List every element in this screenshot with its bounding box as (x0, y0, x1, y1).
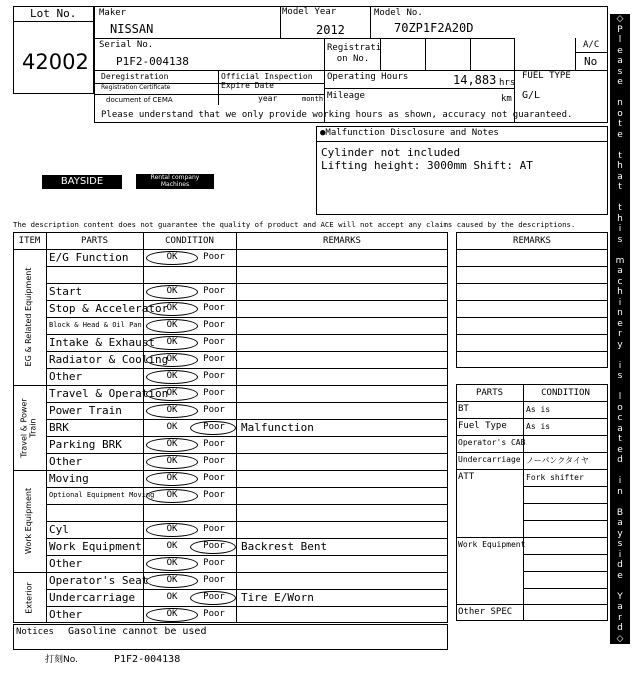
ok-option: OK (166, 490, 178, 500)
sidebar-char: i (618, 549, 622, 560)
rental-tag: Rental company Machines (136, 174, 214, 189)
part-name: Cyl (49, 523, 69, 536)
spec-part: Undercarriage (458, 455, 521, 464)
ok-option: OK (166, 354, 178, 364)
ok-option: OK (166, 337, 178, 347)
sidebar-char: s (617, 234, 623, 245)
sidebar-char: ◇ (616, 14, 624, 24)
sidebar-char: i (618, 360, 622, 371)
model-no-value: 70ZP1F2A20D (394, 21, 474, 35)
part-name: Parking BRK (49, 438, 122, 451)
part-name: Other (49, 455, 83, 468)
poor-option: Poor (203, 388, 225, 398)
sidebar-char: s (617, 539, 623, 549)
reg-certificate-label: Registration Certificate (101, 84, 171, 91)
poor-circle (190, 421, 236, 435)
ok-circle (146, 285, 198, 299)
poor-option: Poor (203, 354, 225, 364)
part-name: BRK (49, 421, 69, 434)
sidebar-char: h (617, 161, 623, 171)
lot-label: Lot No. (30, 7, 77, 20)
stamp-no-label: 打刻No. (45, 655, 78, 665)
poor-option: Poor (203, 286, 225, 296)
mileage-label: Mileage (327, 91, 365, 101)
sidebar-char: s (617, 66, 623, 77)
sidebar-char: t (618, 119, 622, 129)
malfunction-line-2: Lifting height: 3000mm Shift: AT (321, 159, 533, 172)
model-year-label: Model Year (282, 7, 337, 17)
spec-part: BT (458, 404, 469, 414)
remark-text: Malfunction (241, 421, 314, 434)
ok-option: OK (166, 456, 178, 466)
sidebar-char: y (617, 528, 623, 539)
sidebar-char: t (618, 203, 622, 213)
sidebar-char: e (617, 45, 623, 56)
ok-circle (146, 608, 198, 622)
poor-circle (190, 591, 236, 605)
sidebar-char: n (617, 486, 623, 497)
ac-value: No (584, 55, 598, 68)
poor-option: Poor (203, 473, 225, 483)
ok-circle (146, 319, 198, 333)
remark-text: Tire E/Worn (241, 591, 314, 604)
sidebar-char: a (617, 602, 623, 612)
ok-circle (146, 336, 198, 350)
sidebar-char: Y (617, 591, 623, 602)
sidebar-char: a (617, 266, 623, 276)
ok-option: OK (166, 320, 178, 330)
ok-circle (146, 251, 198, 265)
part-name: Other (49, 608, 83, 621)
part-name: Operator's Seat (49, 574, 149, 587)
maker-label: Maker (99, 8, 127, 18)
part-name: Power Train (49, 404, 122, 417)
spec-condition: As is (526, 405, 551, 414)
part-name: E/G Function (49, 251, 129, 264)
sidebar-char: B (616, 507, 624, 518)
sidebar-char: a (617, 56, 623, 66)
poor-option: Poor (203, 609, 225, 619)
poor-option: Poor (203, 490, 225, 500)
spec-part: Operator's CAB (458, 438, 526, 447)
poor-option: Poor (203, 303, 225, 313)
ok-circle (146, 472, 198, 486)
part-name: Start (49, 285, 83, 298)
serial-value: P1F2-004138 (116, 55, 189, 68)
ok-option: OK (166, 286, 178, 296)
poor-option: Poor (203, 337, 225, 347)
sidebar-char: h (617, 287, 623, 297)
group-label: Work Equipment (23, 487, 33, 555)
ok-option: OK (166, 524, 178, 534)
month-label: month (302, 95, 324, 103)
poor-option: Poor (203, 541, 225, 551)
sidebar-char: a (617, 171, 623, 182)
header-item: ITEM (18, 236, 41, 246)
ok-option: OK (166, 388, 178, 398)
malfunction-line-1: Cylinder not included (321, 146, 461, 159)
inspection-label: Official Inspection Expire Date (221, 72, 313, 91)
sidebar-char: t (618, 434, 622, 444)
serial-label: Serial No. (99, 40, 154, 50)
location-sidebar (610, 14, 630, 644)
spec-part: Other SPEC (458, 607, 513, 617)
ok-option: OK (166, 422, 178, 432)
group-label: Travel & Power Train (19, 397, 37, 458)
bayside-tag: BAYSIDE (42, 175, 122, 189)
ok-circle (146, 523, 198, 537)
spec-part: ATT (458, 472, 475, 482)
part-name: Undercarriage (49, 591, 136, 604)
ok-option: OK (166, 371, 178, 381)
right-parts-header: PARTS (475, 388, 504, 398)
header-remarks: REMARKS (323, 236, 361, 246)
remark-text: Backrest Bent (241, 540, 328, 553)
ok-circle (146, 557, 198, 571)
maker-value: NISSAN (110, 22, 154, 36)
disclaimer: The description content does not guarantee the quality of product and ACE will not accept any claims caused by the descriptions. (13, 220, 576, 229)
ok-option: OK (166, 473, 178, 483)
sidebar-char: i (618, 297, 622, 308)
ok-circle (146, 302, 198, 316)
ok-circle (146, 438, 198, 452)
sidebar-char: d (617, 455, 623, 465)
sidebar-char: o (617, 402, 623, 413)
poor-option: Poor (203, 320, 225, 330)
ok-circle (146, 574, 198, 588)
ok-circle (146, 370, 198, 384)
sidebar-char: i (618, 476, 622, 486)
ok-circle (146, 353, 198, 367)
poor-option: Poor (203, 524, 225, 534)
spec-condition: Fork shifter (526, 473, 584, 482)
notices-label: Notices (16, 627, 54, 637)
hours-unit: hrs (499, 78, 516, 88)
malfunction-title: ●Malfunction Disclosure and Notes (320, 128, 499, 138)
deregistration-label: Deregistration (101, 72, 169, 81)
ok-circle (146, 387, 198, 401)
sidebar-char: r (618, 612, 622, 623)
right-condition-header: CONDITION (541, 388, 590, 398)
sidebar-char: a (617, 423, 623, 434)
stamp-no-value: P1F2-004138 (114, 654, 181, 665)
year-label: year (258, 94, 278, 103)
header-condition: CONDITION (165, 236, 214, 246)
sidebar-char: i (618, 224, 622, 234)
group-label: Exterior (23, 581, 33, 614)
poor-option: Poor (203, 422, 225, 432)
hours-label: Operating Hours (327, 72, 409, 82)
registration-label: Registrati on No. (327, 43, 382, 65)
sidebar-char: m (615, 255, 625, 266)
sidebar-char: s (617, 371, 623, 381)
ok-circle (146, 404, 198, 418)
ok-circle (146, 455, 198, 469)
ok-option: OK (166, 592, 178, 602)
sidebar-char: l (618, 35, 622, 45)
model-year-value: 2012 (316, 23, 345, 37)
spec-part: Work Equipment (458, 540, 526, 549)
part-name: Work Equipment (49, 540, 142, 553)
poor-option: Poor (203, 456, 225, 466)
right-remarks-header: REMARKS (513, 236, 551, 246)
ok-option: OK (166, 558, 178, 568)
spec-condition: ノーパンクタイヤ (526, 456, 589, 465)
group-label: EG & Related Equipment (23, 267, 33, 367)
poor-option: Poor (203, 371, 225, 381)
ok-circle (146, 489, 198, 503)
spec-condition: As is (526, 422, 551, 431)
sidebar-char: n (617, 98, 623, 108)
sidebar-char: e (617, 129, 623, 140)
part-name: Stop & Accelerator (49, 302, 169, 315)
spec-part: Fuel Type (458, 421, 507, 431)
hours-value: 14,883 (453, 73, 497, 87)
ok-option: OK (166, 541, 178, 551)
sidebar-char: e (617, 570, 623, 581)
sidebar-char: c (617, 413, 623, 423)
working-hours-note: Please understand that we only provide working hours as shown, accuracy not guaranteed. (101, 110, 573, 120)
sidebar-char: ◇ (616, 633, 624, 644)
sidebar-char: P (617, 24, 623, 35)
part-name: Optional Equipment Moving (49, 491, 155, 499)
ok-option: OK (166, 609, 178, 619)
sidebar-char: c (617, 276, 623, 287)
sidebar-char: t (618, 150, 622, 161)
poor-option: Poor (203, 252, 225, 262)
sidebar-char: d (617, 560, 623, 570)
sidebar-char: y (617, 339, 623, 350)
poor-option: Poor (203, 405, 225, 415)
sidebar-char: d (617, 623, 623, 633)
mileage-unit: km (501, 94, 512, 104)
lot-number: 42002 (22, 50, 89, 74)
poor-option: Poor (203, 575, 225, 585)
part-name: Block & Head & Oil Pan (49, 321, 142, 329)
sidebar-char: e (617, 318, 623, 329)
part-name: Travel & Operation (49, 387, 169, 400)
cema-label: document of CEMA (106, 96, 173, 104)
sidebar-char: n (617, 308, 623, 318)
sidebar-char: h (617, 213, 623, 224)
ok-option: OK (166, 439, 178, 449)
sidebar-char: e (617, 444, 623, 455)
poor-option: Poor (203, 558, 225, 568)
sidebar-char: e (617, 77, 623, 87)
poor-option: Poor (203, 592, 225, 602)
fuel-type-value: G/L (522, 90, 541, 101)
header-parts: PARTS (80, 236, 109, 246)
ok-option: OK (166, 575, 178, 585)
part-name: Other (49, 557, 83, 570)
part-name: Other (49, 370, 83, 383)
sidebar-char: o (617, 108, 623, 119)
ok-option: OK (166, 303, 178, 313)
sidebar-char: a (617, 518, 623, 528)
part-name: Radiator & Cooling (49, 353, 169, 366)
fuel-type-label: FUEL TYPE (522, 71, 571, 81)
part-name: Intake & Exhaust (49, 336, 155, 349)
sidebar-char: r (618, 329, 622, 339)
sidebar-char: t (618, 182, 622, 192)
part-name: Moving (49, 472, 89, 485)
sidebar-char: l (618, 392, 622, 402)
ok-option: OK (166, 405, 178, 415)
notices-text: Gasoline cannot be used (68, 626, 207, 637)
ac-label: A/C (583, 40, 600, 50)
ok-option: OK (166, 252, 178, 262)
poor-circle (190, 540, 236, 554)
model-no-label: Model No. (374, 8, 423, 18)
poor-option: Poor (203, 439, 225, 449)
